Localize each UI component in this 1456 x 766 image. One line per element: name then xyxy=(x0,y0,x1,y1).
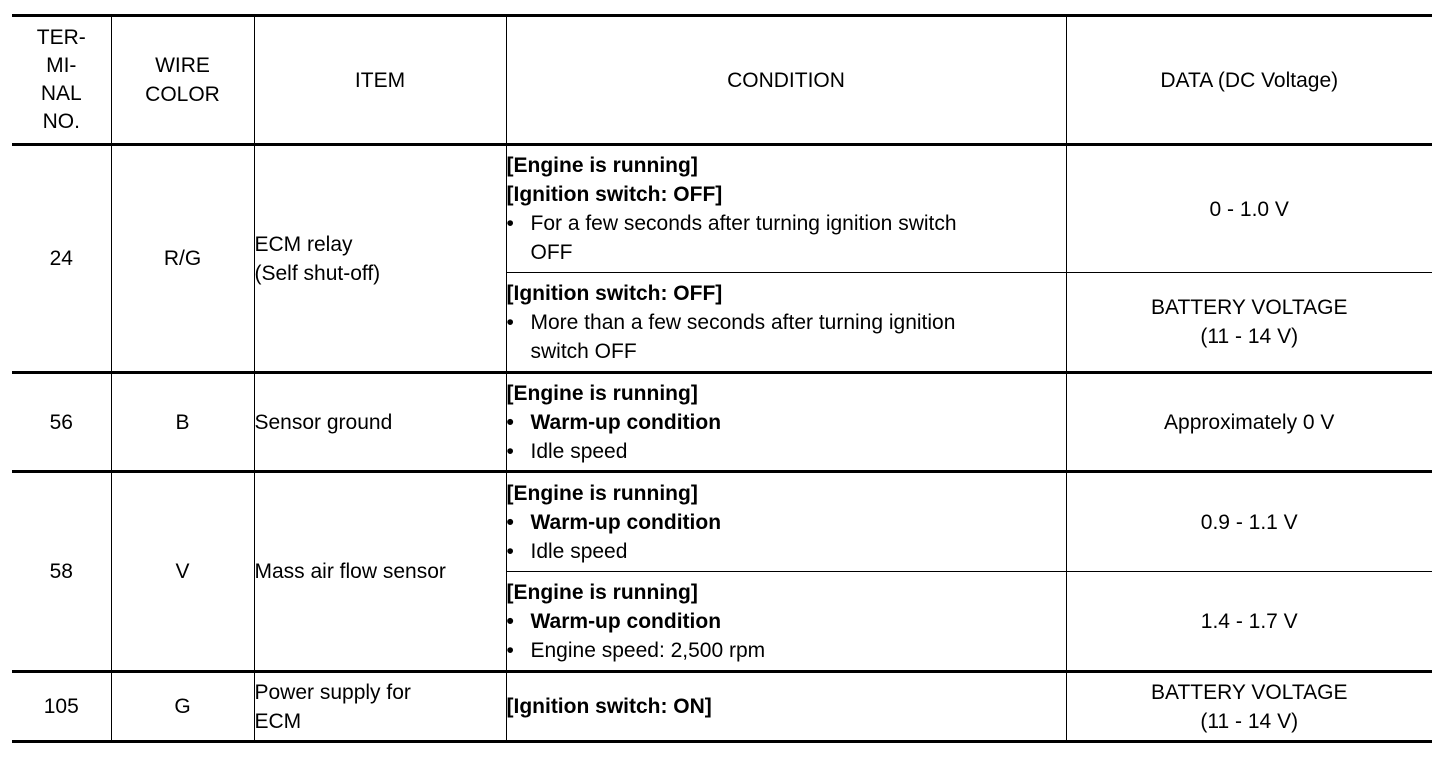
bullet-icon: • xyxy=(506,212,514,235)
condition-cell: [Engine is running] [Ignition switch: OFF] • For a few seconds after turning ignition switch OFF xyxy=(506,145,1066,273)
header-terminal-no: TER- MI- NAL NO. xyxy=(12,16,111,145)
data-value: BATTERY VOLTAGE (11 - 14 V) xyxy=(1066,672,1432,742)
data-value: BATTERY VOLTAGE (11 - 14 V) xyxy=(1066,273,1432,373)
header-data: DATA (DC Voltage) xyxy=(1066,16,1432,145)
terminal-number: 105 xyxy=(12,672,111,742)
bullet-icon: • xyxy=(506,410,514,434)
ecm-terminal-table xyxy=(12,14,1432,743)
condition-bullet: • Idle speed xyxy=(507,537,1066,566)
condition-cell: [Engine is running] • Warm-up condition • Idle speed xyxy=(506,472,1066,572)
terminal-number: 58 xyxy=(12,472,111,672)
condition-cell: [Ignition switch: ON] xyxy=(506,672,1066,742)
data-value: 1.4 - 1.7 V xyxy=(1066,572,1432,672)
bullet-icon: • xyxy=(506,638,514,662)
item-cell: Sensor ground xyxy=(254,373,506,472)
header-item: ITEM xyxy=(254,16,506,145)
terminal-number: 56 xyxy=(12,373,111,472)
condition-bullet: • For a few seconds after turning ignition switch OFF xyxy=(507,209,1066,267)
table-row xyxy=(12,472,1432,572)
condition-bullet: • More than a few seconds after turning ignition switch OFF xyxy=(507,308,1066,366)
condition-bullet: • Warm-up condition xyxy=(507,607,1066,636)
table-row xyxy=(12,672,1432,742)
bullet-icon: • xyxy=(506,439,514,463)
bullet-icon: • xyxy=(506,510,514,534)
table-row xyxy=(12,145,1432,273)
data-value: Approximately 0 V xyxy=(1066,373,1432,472)
item-cell: ECM relay (Self shut-off) xyxy=(254,145,506,373)
condition-bullet: • Warm-up condition xyxy=(507,508,1066,537)
condition-cell: [Ignition switch: OFF] • More than a few seconds after turning ignition switch OFF xyxy=(506,273,1066,373)
wire-color: G xyxy=(111,672,254,742)
header-wire-color: WIRE COLOR xyxy=(111,16,254,145)
data-value: 0.9 - 1.1 V xyxy=(1066,472,1432,572)
header-condition: CONDITION xyxy=(506,16,1066,145)
item-cell: Power supply for ECM xyxy=(254,672,506,742)
data-value: 0 - 1.0 V xyxy=(1066,145,1432,273)
condition-bullet: • Warm-up condition xyxy=(507,408,1066,437)
wire-color: V xyxy=(111,472,254,672)
header-row xyxy=(12,16,1432,145)
table-row xyxy=(12,373,1432,472)
bullet-icon: • xyxy=(506,609,514,633)
wire-color: R/G xyxy=(111,145,254,373)
bullet-icon: • xyxy=(506,310,514,334)
bullet-icon: • xyxy=(506,539,514,563)
condition-bullet: • Idle speed xyxy=(507,437,1066,466)
condition-bullet: • Engine speed: 2,500 rpm xyxy=(507,636,1066,665)
condition-cell: [Engine is running] • Warm-up condition • Idle speed xyxy=(506,373,1066,472)
condition-cell: [Engine is running] • Warm-up condition • Engine speed: 2,500 rpm xyxy=(506,572,1066,672)
item-cell: Mass air flow sensor xyxy=(254,472,506,672)
terminal-number: 24 xyxy=(12,145,111,373)
wire-color: B xyxy=(111,373,254,472)
